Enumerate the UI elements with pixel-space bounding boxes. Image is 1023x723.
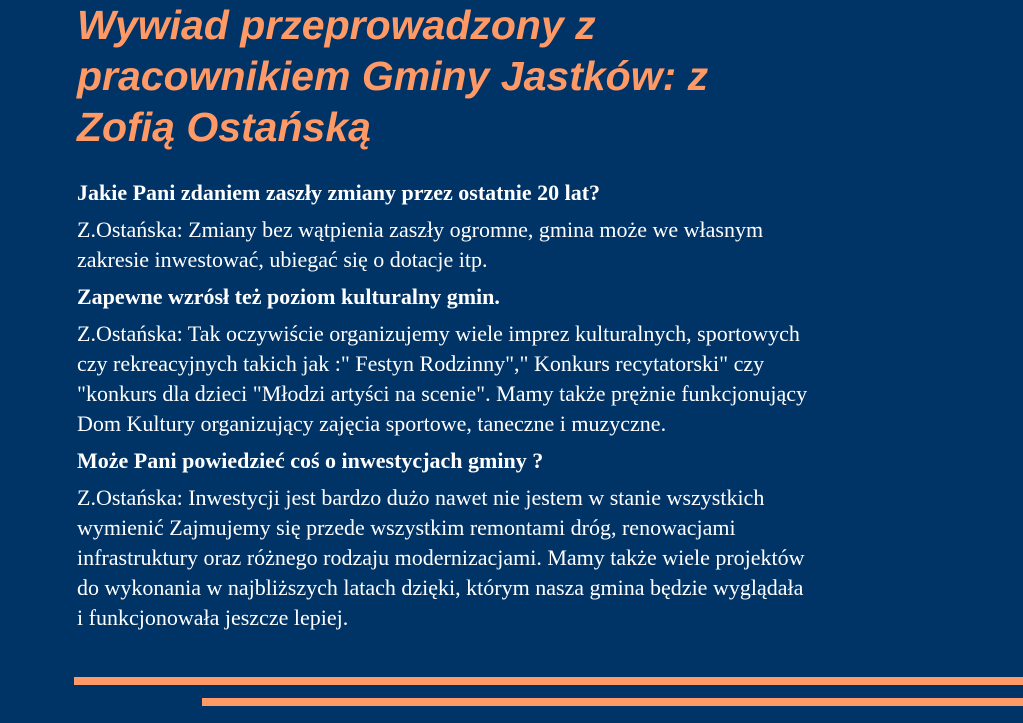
text-line: Z.Ostańska: Zmiany bez wątpienia zaszły ogromne, gmina może we własnym [77,217,764,242]
interview-answer [77,483,977,633]
title-line: pracownikiem Gminy Jastków: z [77,53,709,99]
text-line: "konkurs dla dzieci "Młodzi artyści na scenie". Mamy także prężnie funkcjonujący [77,381,808,406]
text-line: Może Pani powiedzieć coś o inwestycjach gminy ? [77,448,544,473]
interview-body [77,178,977,640]
interview-question [77,282,977,312]
slide-title [77,0,977,153]
text-line: wymienić Zajmujemy się przede wszystkim remontami dróg, renowacjami [77,515,736,540]
interview-answer [77,319,977,439]
decorative-rule-bottom [202,698,1023,706]
decorative-rule-top [74,677,1023,685]
text-line: infrastruktury oraz różnego rodzaju modernizacjami. Mamy także wiele projektów [77,545,805,570]
title-line: Zofią Ostańską [77,104,371,150]
text-line: Z.Ostańska: Inwestycji jest bardzo dużo nawet nie jestem w stanie wszystkich [77,485,765,510]
interview-question [77,446,977,476]
text-line: zakresie inwestować, ubiegać się o dotacje itp. [77,247,488,272]
title-line: Wywiad przeprowadzony z [77,2,596,48]
text-line: Zapewne wzrósł też poziom kulturalny gmin. [77,284,500,309]
text-line: czy rekreacyjnych takich jak :" Festyn Rodzinny"," Konkurs recytatorski" czy [77,351,765,376]
text-line: Dom Kultury organizujący zajęcia sportowe, taneczne i muzyczne. [77,411,667,436]
text-line: do wykonania w najbliższych latach dzięki, którym nasza gmina będzie wyglądała [77,575,804,600]
text-line: Jakie Pani zdaniem zaszły zmiany przez ostatnie 20 lat? [77,180,601,205]
interview-answer [77,215,977,275]
text-line: i funkcjonowała jeszcze lepiej. [77,605,349,630]
interview-question [77,178,977,208]
text-line: Z.Ostańska: Tak oczywiście organizujemy wiele imprez kulturalnych, sportowych [77,321,800,346]
